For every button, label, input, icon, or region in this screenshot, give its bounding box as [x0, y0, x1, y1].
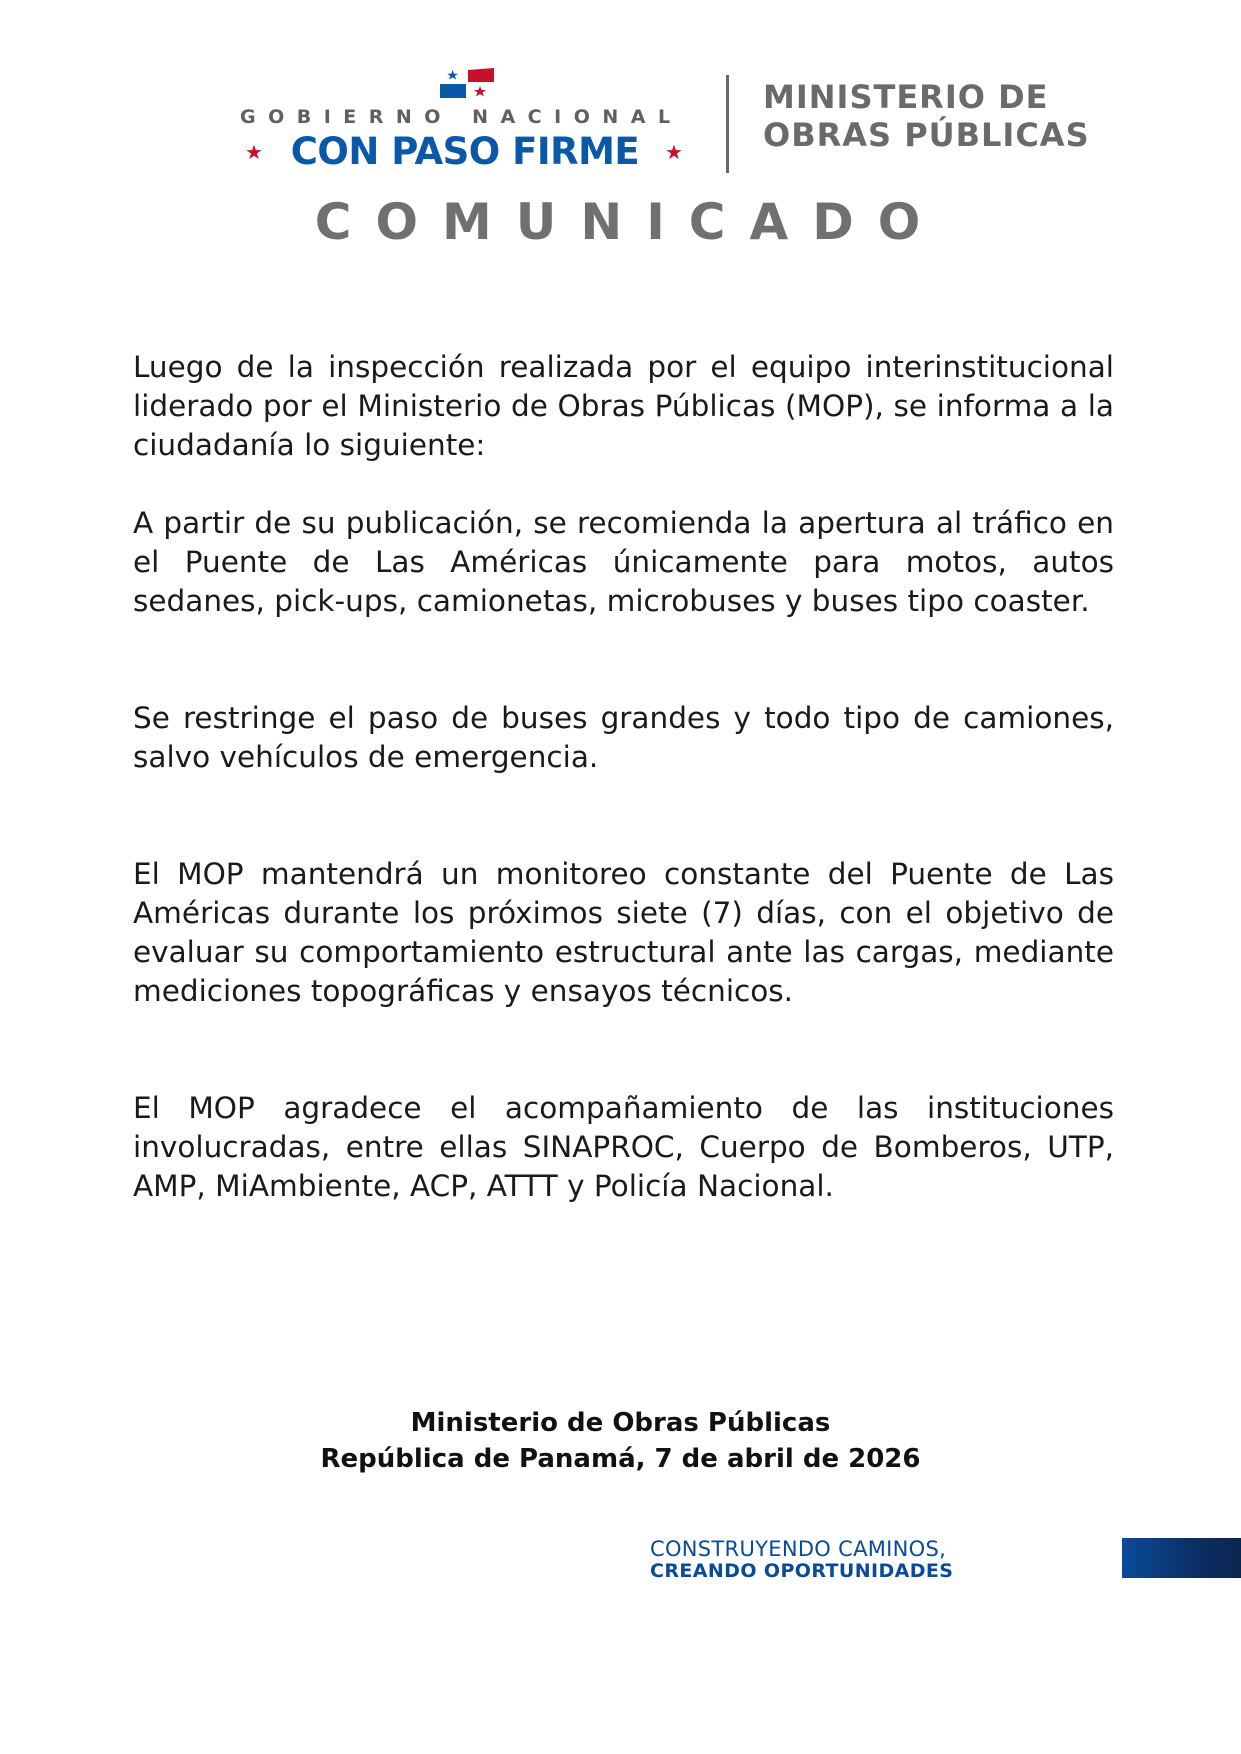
slogan-line1: CONSTRUYENDO CAMINOS, — [650, 1537, 947, 1561]
footer-slogan — [650, 1537, 1241, 1582]
red-star-icon: ★ — [665, 140, 683, 164]
government-label: GOBIERNO NACIONAL — [240, 106, 683, 128]
header-divider — [726, 75, 729, 173]
signature-place-date: República de Panamá, 7 de abril de 2026 — [320, 1444, 921, 1474]
letterhead — [0, 0, 1241, 190]
red-star-icon: ★ — [245, 140, 263, 164]
paragraph: Luego de la inspección realizada por el equipo interinstitucional liderado por el Ministerio de Obras Públicas (MOP), se informa a la ciudadanía lo siguiente: — [133, 350, 1114, 462]
document-body — [133, 348, 1114, 1206]
government-motto: CON PASO FIRME — [290, 130, 640, 173]
document-title: COMUNICADO — [314, 193, 945, 251]
paragraph: El MOP mantendrá un monitoreo constante del Puente de Las Américas durante los próximos siete (7) días, con el objetivo de evaluar su comportamiento estructural ante las cargas, mediante mediciones topográficas y ensayos técnicos. — [133, 857, 1114, 1008]
paragraph: A partir de su publicación, se recomienda la apertura al tráfico en el Puente de Las Américas únicamente para motos, autos sedanes, pick-ups, camionetas, microbuses y buses tipo coaster. — [133, 506, 1114, 618]
slogan-line2: CREANDO OPORTUNIDADES — [650, 1560, 954, 1582]
ministry-name-line1: MINISTERIO DE — [763, 78, 1049, 116]
footer-blue-bar — [1122, 1538, 1241, 1578]
ministry-name — [763, 78, 1143, 154]
signature-issuer: Ministerio de Obras Públicas — [410, 1408, 831, 1438]
government-motto-row — [240, 130, 690, 180]
paragraph: Se restringe el paso de buses grandes y todo tipo de camiones, salvo vehículos de emergencia. — [133, 701, 1114, 774]
paragraph: El MOP agradece el acompañamiento de las instituciones involucradas, entre ellas SINAPROC, Cuerpo de Bomberos, UTP, AMP, MiAmbiente, ACP, ATTT y Policía Nacional. — [133, 1091, 1114, 1203]
slogan-text — [650, 1537, 1105, 1581]
signature-block — [0, 1405, 1241, 1477]
panama-flag-icon — [440, 68, 494, 98]
ministry-name-line2: OBRAS PÚBLICAS — [763, 116, 1090, 154]
government-logo — [240, 68, 690, 178]
